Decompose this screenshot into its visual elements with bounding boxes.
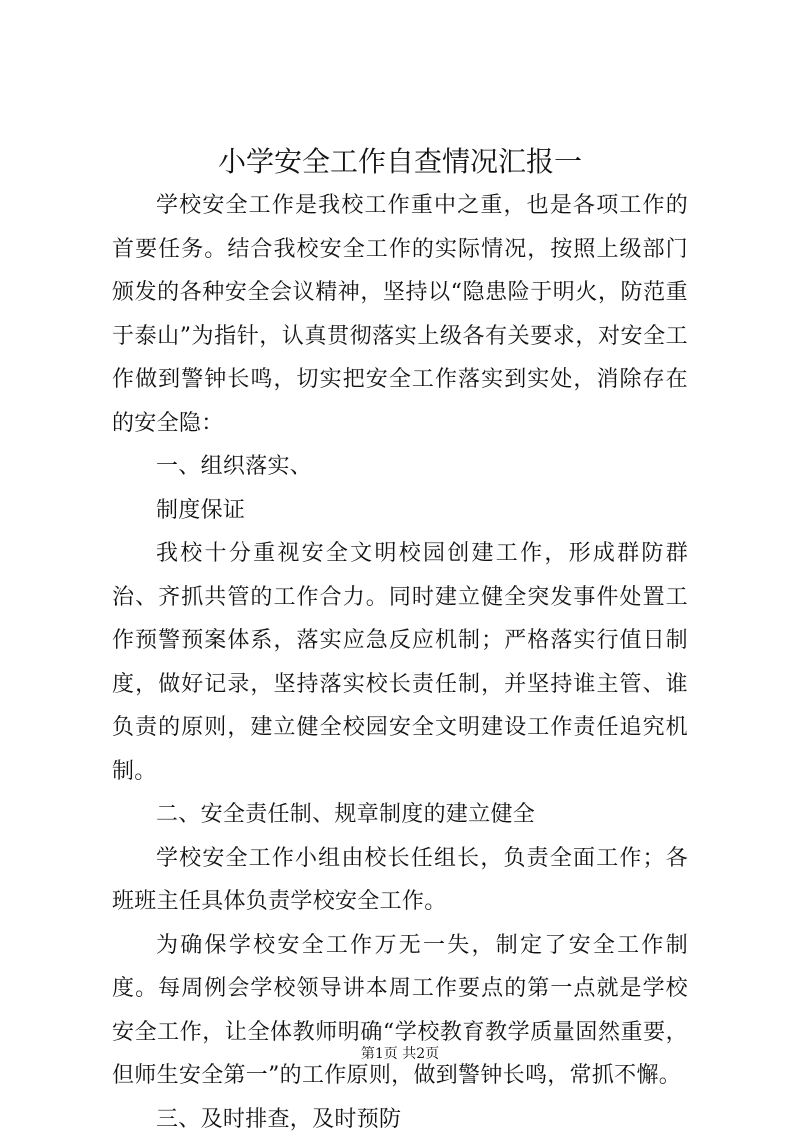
paragraph-organization: 我校十分重视安全文明校园创建工作，形成群防群治、齐抓共管的工作合力。同时建立健全突发事件处置工作预警预案体系，落实应急反应机制；严格落实行值日制度，做好记录，坚持落实校长责任制，并坚持谁主管、谁负责的原则，建立健全校园安全文明建设工作责任追究机制。 (112, 532, 688, 793)
document-title: 小学安全工作自查情况汇报一 (0, 142, 800, 182)
paragraph-intro: 学校安全工作是我校工作重中之重，也是各项工作的首要任务。结合我校安全工作的实际情况，按照上级部门颁发的各种安全会议精神，坚持以“隐患险于明火，防范重于泰山”为指针，认真贯彻落实上级各有关要求，对安全工作做到警钟长鸣，切实把安全工作落实到实处，消除存在的安全隐： (112, 184, 688, 445)
paragraph-safety-rules: 为确保学校安全工作万无一失，制定了安全工作制度。每周例会学校领导讲本周工作要点的第一点就是学校安全工作，让全体教师明确“学校教育教学质量固然重要，但师生安全第一”的工作原则，做到警钟长鸣，常抓不懈。 (112, 924, 688, 1098)
section-heading-3: 三、及时排查，及时预防 (112, 1098, 688, 1141)
paragraph-safety-group: 学校安全工作小组由校长任组长，负责全面工作；各班班主任具体负责学校安全工作。 (112, 837, 688, 924)
section-heading-1-continued: 制度保证 (112, 489, 688, 533)
section-heading-2: 二、安全责任制、规章制度的建立健全 (112, 793, 688, 837)
page-footer: 第1页 共2页 (0, 1044, 800, 1064)
section-heading-1: 一、组织落实、 (112, 445, 688, 489)
document-body (112, 184, 688, 1141)
